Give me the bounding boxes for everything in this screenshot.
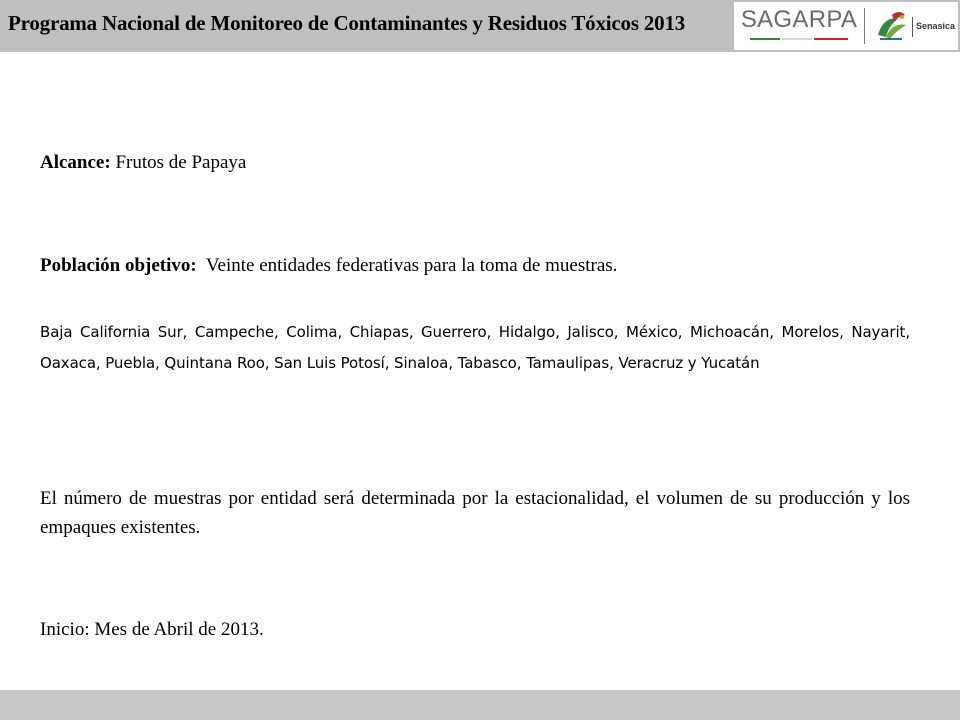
numero-muestras-paragraph: El número de muestras por entidad será determinada por la estacionalidad, el volumen de su producción y los empaques existentes. [40,488,910,538]
flag-stripe-green [750,38,780,40]
senasica-logo-text: Senasica [916,21,956,31]
inicio-line: Inicio: Mes de Abril de 2013. [40,619,264,640]
senasica-emblem-icon [872,7,912,45]
footer-bar [0,690,960,720]
logo-box [734,2,958,50]
page-title: Programa Nacional de Monitoreo de Contaminantes y Residuos Tóxicos 2013 [8,11,686,35]
flag-stripe-white [782,38,812,40]
alcance-value: Frutos de Papaya [110,152,247,173]
estados-list: Baja California Sur, Campeche, Colima, Chiapas, Guerrero, Hidalgo, Jalisco, México, Michoacán, Morelos, Nayarit, Oaxaca, Puebla, Quintana Roo, San Luis Potosí, Sinaloa, Tabasco, Tamaulipas, Veracruz y Yucatán [40,323,910,372]
sagarpa-logo [740,5,858,45]
poblacion-label: Población objetivo: [40,255,197,276]
header-bar [0,0,960,52]
alcance-label: Alcance: [40,152,111,173]
senasica-divider [912,17,913,37]
poblacion-line [40,254,617,278]
alcance-line [40,151,246,175]
logo-divider [864,8,865,44]
flag-stripe-red [814,38,848,40]
sagarpa-logo-text: SAGARPA [740,6,858,33]
senasica-logo [872,7,956,45]
poblacion-value: Veinte entidades federativas para la toma de muestras. [196,255,618,276]
